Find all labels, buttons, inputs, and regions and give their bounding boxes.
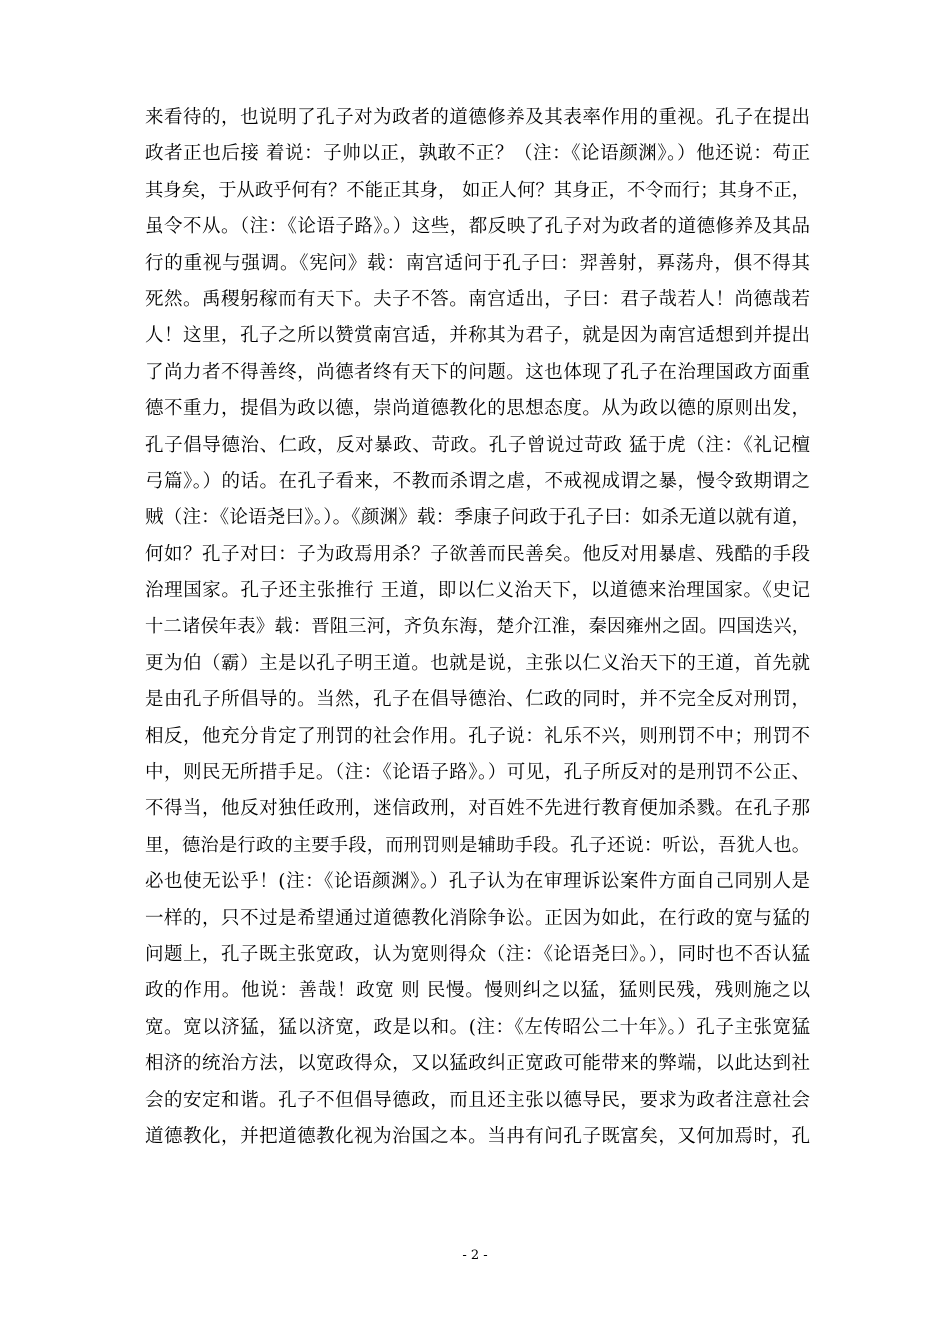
text-line: 何如？孔子对曰：子为政焉用杀？子欲善而民善矣。他反对用暴虐、残酷的手段 xyxy=(145,543,810,565)
text-line: 问题上，孔子既主张宽政，认为宽则得众（注：《论语尧曰》。），同时也不否认猛 xyxy=(145,943,810,965)
text-line: 贼（注：《论语尧曰》。）。《颜渊》载：季康子问政于孔子曰：如杀无道以就有道， xyxy=(145,507,810,529)
text-line: 宽。宽以济猛，猛以济宽，政是以和。(注：《左传昭公二十年》。）孔子主张宽猛 xyxy=(145,1016,810,1038)
text-line: 道德教化，并把道德教化视为治国之本。当冉有问孔子既富矣，又何加焉时，孔 xyxy=(145,1125,810,1147)
text-line: 相济的统治方法，以宽政得众，又以猛政纠正宽政可能带来的弊端，以此达到社 xyxy=(145,1053,810,1075)
text-line: 来看待的，也说明了孔子对为政者的道德修养及其表率作用的重视。孔子在提出 xyxy=(145,107,810,128)
text-line: 弓篇》。）的话。在孔子看来，不教而杀谓之虐，不戒视成谓之暴，慢令致期谓之 xyxy=(145,470,810,492)
text-line: 是由孔子所倡导的。当然，孔子在倡导德治、仁政的同时，并不完全反对刑罚， xyxy=(145,689,810,711)
text-line: 更为伯（霸）主是以孔子明王道。也就是说，主张以仁义治天下的王道，首先就 xyxy=(145,652,810,674)
text-line: 虽令不从。（注：《论语子路》。）这些，都反映了孔子对为政者的道德修养及其品 xyxy=(145,216,810,238)
text-line: 孔子倡导德治、仁政，反对暴政、苛政。孔子曾说过苛政 猛于虎（注：《礼记檀 xyxy=(145,434,810,456)
text-line: 政者正也后接 着说：子帅以正，孰敢不正？（注：《论语颜渊》。）他还说：苟正 xyxy=(145,143,810,165)
text-line: 行的重视与强调。《宪问》载：南宫适问于孔子曰：羿善射，奡荡舟，俱不得其 xyxy=(145,252,810,274)
text-line: 里，德治是行政的主要手段，而刑罚则是辅助手段。孔子还说：听讼，吾犹人也。 xyxy=(145,834,810,856)
text-line: 人！这里，孔子之所以赞赏南宫适，并称其为君子，就是因为南宫适想到并提出 xyxy=(145,325,810,347)
text-line: 治理国家。孔子还主张推行 王道，即以仁义治天下，以道德来治理国家。《史记 xyxy=(145,580,810,602)
page-number: - 2 - xyxy=(462,1248,488,1263)
document-body xyxy=(145,100,810,1155)
text-line: 德不重力，提倡为政以德，崇尚道德教化的思想态度。从为政以德的原则出发， xyxy=(145,398,810,420)
text-line: 相反，他充分肯定了刑罚的社会作用。孔子说：礼乐不兴，则刑罚不中；刑罚不 xyxy=(145,725,810,747)
text-line: 中，则民无所措手足。（注：《论语子路》。）可见，孔子所反对的是刑罚不公正、 xyxy=(145,762,810,784)
text-line: 会的安定和谐。孔子不但倡导德政，而且还主张以德导民，要求为政者注意社会 xyxy=(145,1089,810,1111)
text-line: 一样的，只不过是希望通过道德教化消除争讼。正因为如此，在行政的宽与猛的 xyxy=(145,907,810,929)
text-line: 十二诸侯年表》载：晋阻三河，齐负东海，楚介江淮，秦因雍州之固。四国迭兴， xyxy=(145,616,810,638)
text-line: 其身矣，于从政乎何有？不能正其身， 如正人何？其身正，不令而行；其身不正， xyxy=(145,179,810,201)
text-line: 不得当，他反对独任政刑，迷信政刑，对百姓不先进行教育便加杀戮。在孔子那 xyxy=(145,798,810,820)
text-line: 了尚力者不得善终，尚德者终有天下的问题。这也体现了孔子在治理国政方面重 xyxy=(145,361,810,383)
text-line: 死然。禹稷躬稼而有天下。夫子不答。南宫适出，子曰：君子哉若人！尚德哉若 xyxy=(145,288,810,310)
text-line: 必也使无讼乎！(注：《论语颜渊》。）孔子认为在审理诉讼案件方面自己同别人是 xyxy=(145,871,810,893)
text-line: 政的作用。他说：善哉！政宽 则 民慢。慢则纠之以猛，猛则民残，残则施之以 xyxy=(145,980,810,1002)
